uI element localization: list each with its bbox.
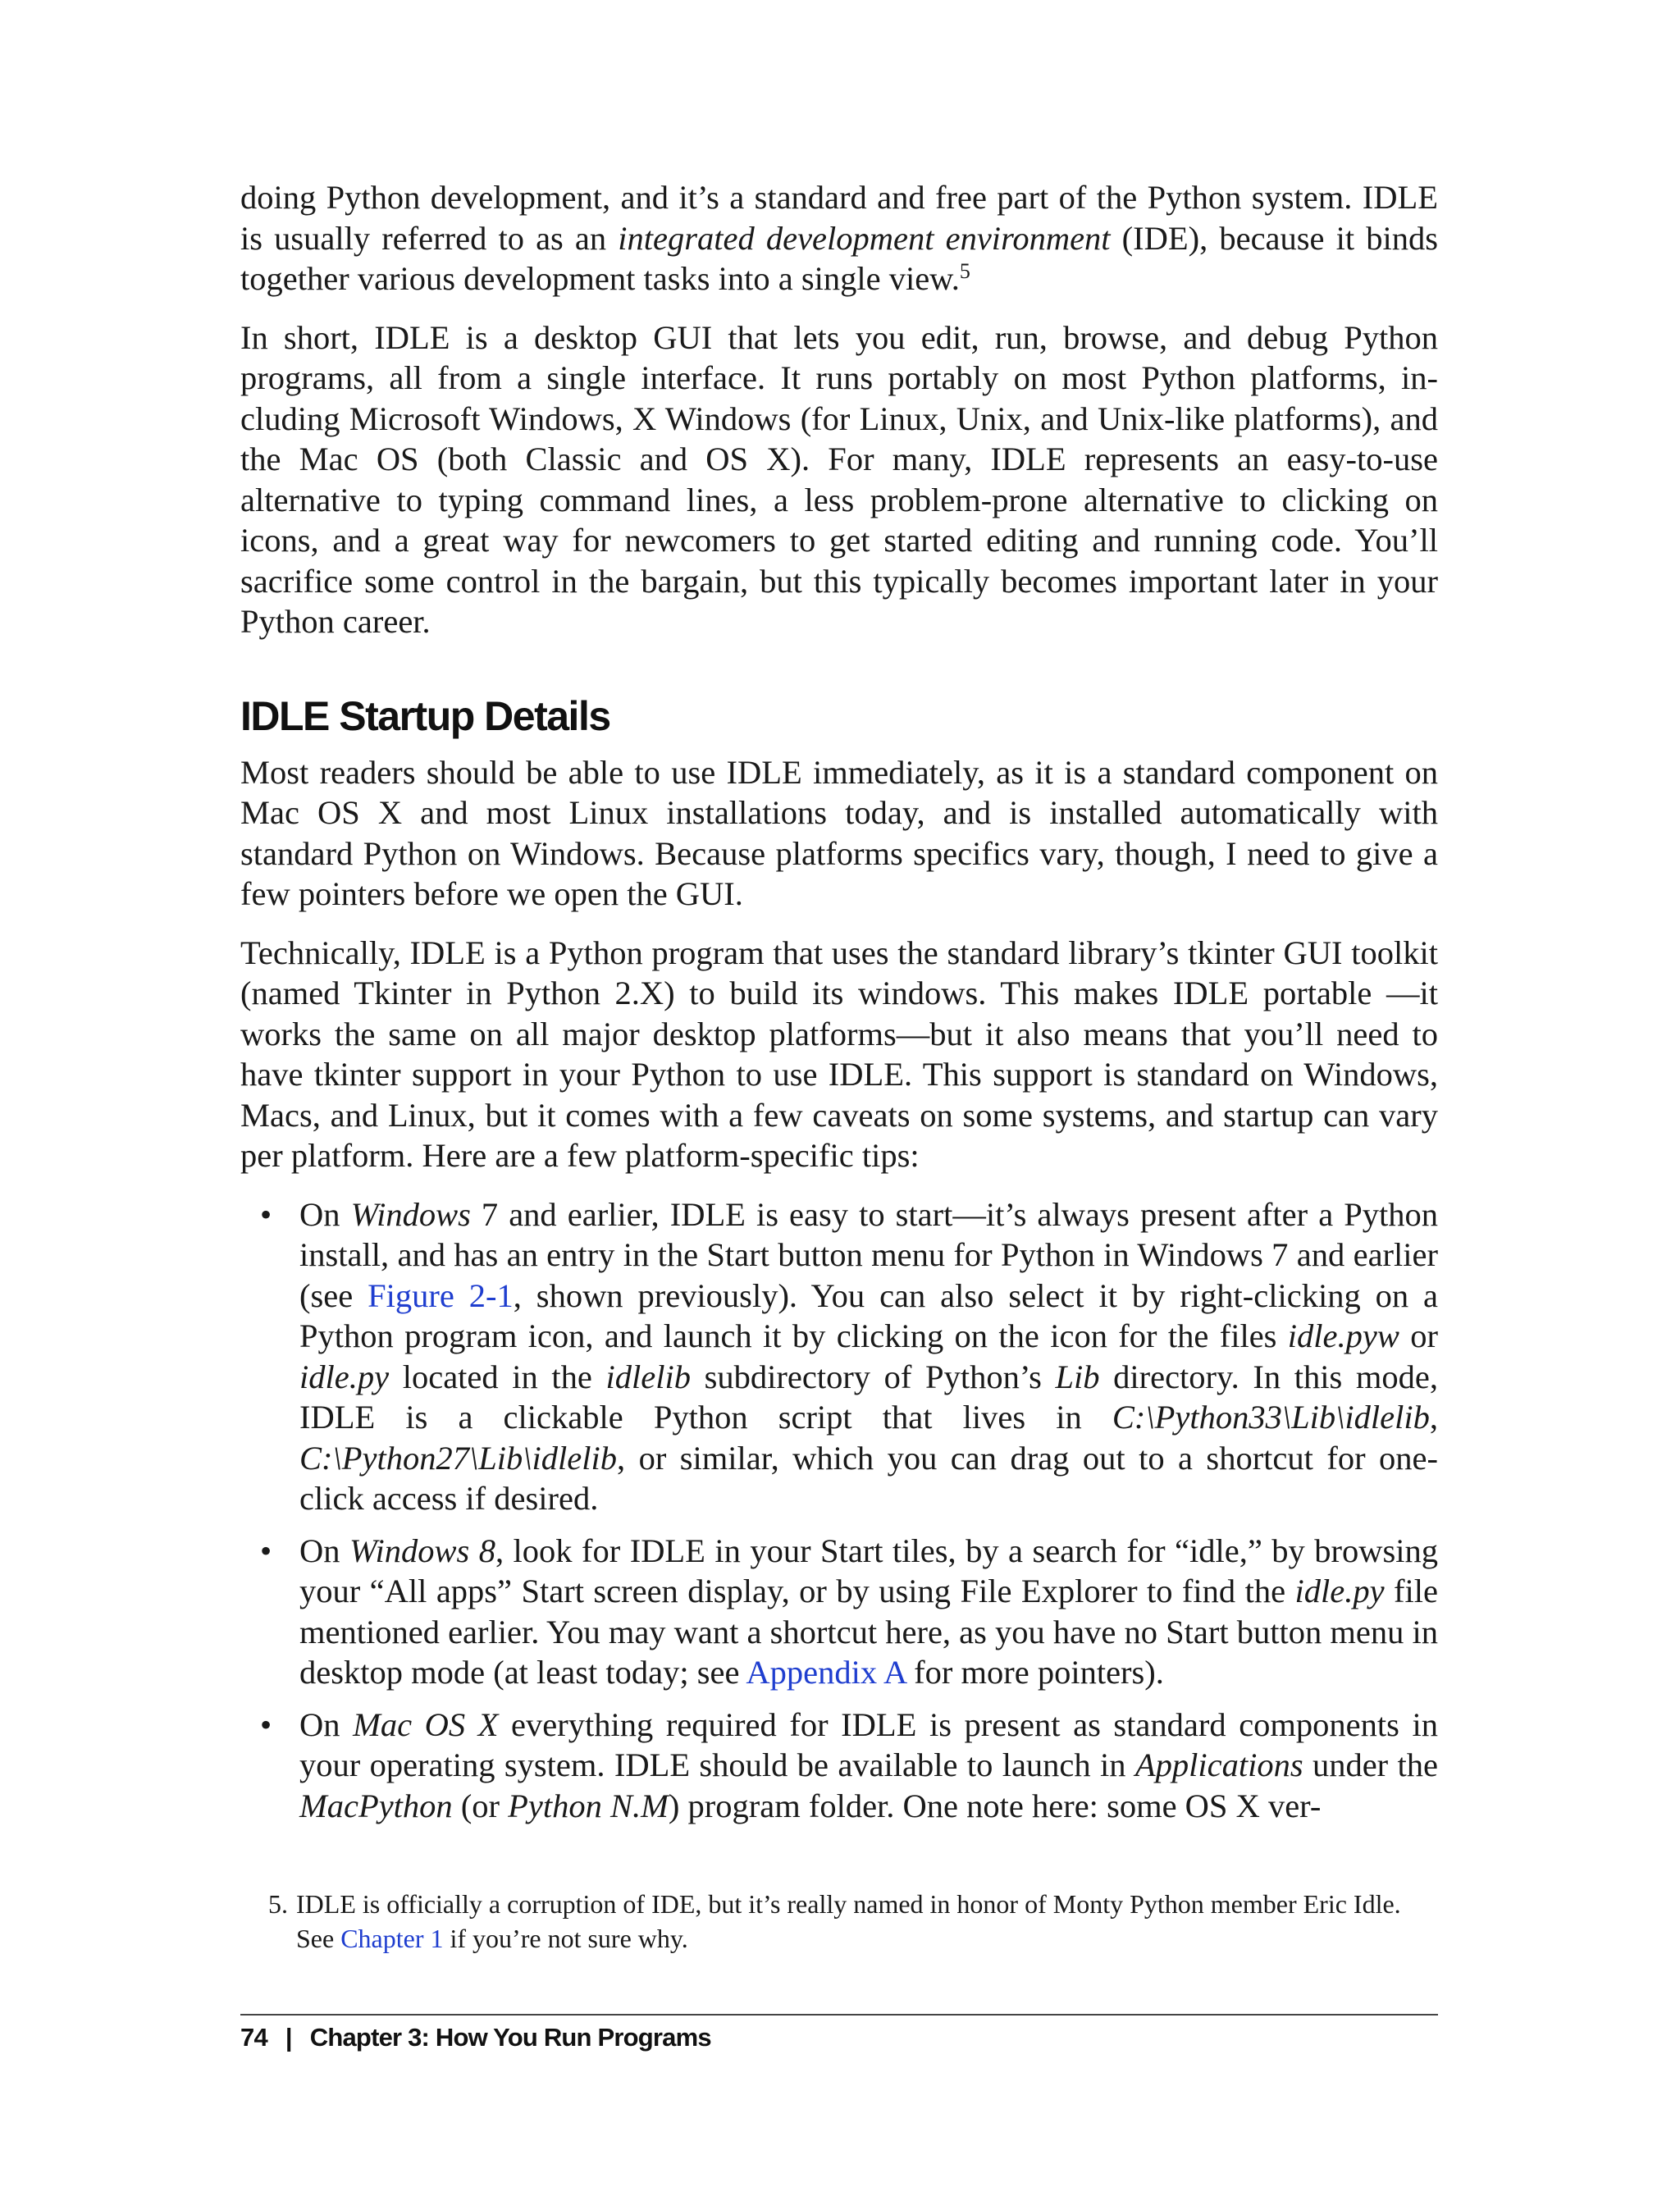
- footnote-5: [240, 1887, 1438, 1956]
- footer-divider: [240, 2014, 1438, 2016]
- section-paragraph-2: Technically, IDLE is a Python program that uses the standard library’s tkinter GUI toolkit (named Tkinter in Python 2.X) to build its windows. This makes IDLE portable —it works the same on all major desktop platforms—but it also means that you’ll need to have tkinter support in your Python to use IDLE. This support is standard on Windows, Macs, and Linux, but it comes with a few caveats on some systems, and startup can vary per platform. Here are a few platform-specific tips:: [240, 934, 1438, 1174]
- bullet-icon: •: [260, 1195, 272, 1233]
- ide-term: integrated development environment: [618, 219, 1111, 257]
- intro-paragraph-1: doing Python development, and it’s a standard and free part of the Python system. IDLE is usually referred to as an integrated development environment (IDE), because it binds together various development tasks into a single view.$^5$: [240, 179, 1438, 297]
- footnote-line-2: See Chapter 1 if you’re not sure why.: [296, 1924, 688, 1953]
- page-content: [240, 177, 1438, 1838]
- appendix-a-link[interactable]: Appendix A: [746, 1654, 906, 1691]
- footnote-ref-5[interactable]: 5: [959, 259, 970, 283]
- bullet-icon: •: [260, 1705, 272, 1743]
- bullet-icon: •: [260, 1532, 272, 1569]
- footnote-line-1: 5. IDLE is officially a corruption of IDE, but it’s really named in honor of Monty Python member Eric Idle.: [240, 1887, 1438, 1921]
- figure-2-1-link[interactable]: Figure 2-1: [368, 1276, 514, 1314]
- section-paragraph-1: Most readers should be able to use IDLE immediately, as it is a standard component on Mac OS X and most Linux installations today, and is installed automatically with standard Python on Windows. Because platforms specifics vary, though, I need to give a few pointers before we open the GUI.: [240, 753, 1438, 912]
- section-heading: IDLE Startup Details: [240, 692, 610, 739]
- footer-separator: |: [285, 2023, 292, 2052]
- intro-paragraph-2: In short, IDLE is a desktop GUI that lets you edit, run, browse, and debug Python programs, all from a single interface. It runs portably on most Python platforms, including Microsoft Windows, X Windows (for Linux, Unix, and Unix-like platforms), and the Mac OS (both Classic and OS X). For many, IDLE represents an easy-to-use alternative to typing command lines, a less problem-prone alternative to clicking on icons, and a great way for newcomers to get started editing and running code. You’ll sacrifice some control in the bargain, but this typically becomes important later in your Python career.: [240, 318, 1438, 640]
- list-item-windows-7: • On Windows 7 and earlier, IDLE is easy to start—it’s always present after a Python install, and has an entry in the Start button menu for Python in Windows 7 and earlier (see Figure 2-1, shown previously). You can also select it by right-clicking on a Python program icon, and launch it by clicking on the icon for the files idle.pyw or idle.py located in the idlelib subdirectory of Python’s Lib directory. In this mode, IDLE is a clickable Python script that lives in C:\Python33\Lib\idlelib, C:\Python27\Lib\idlelib, or similar, which you can drag out to a shortcut for one-click access if desired.: [260, 1195, 1439, 1517]
- chapter-title: Chapter 3: How You Run Programs: [309, 2023, 711, 2052]
- platform-tips-list: [240, 1194, 1438, 1827]
- page-footer: [240, 2023, 711, 2052]
- page-number: 74: [240, 2023, 267, 2052]
- list-item-mac-os-x: • On Mac OS X everything required for IDLE is present as standard components in your operating system. IDLE should be available to launch in Applications under the MacPython (or Python N.M) program folder. One note here: some OS X ver-: [260, 1705, 1439, 1824]
- footnote-number: 5.: [268, 1889, 288, 1919]
- list-item-windows-8: • On Windows 8, look for IDLE in your Start tiles, by a search for “idle,” by browsing your “All apps” Start screen display, or by using File Explorer to find the idle.py file mentioned earlier. You may want a shortcut here, as you have no Start button menu in desktop mode (at least today; see Appendix A for more pointers).: [260, 1532, 1439, 1691]
- chapter-1-link[interactable]: Chapter 1: [340, 1924, 444, 1953]
